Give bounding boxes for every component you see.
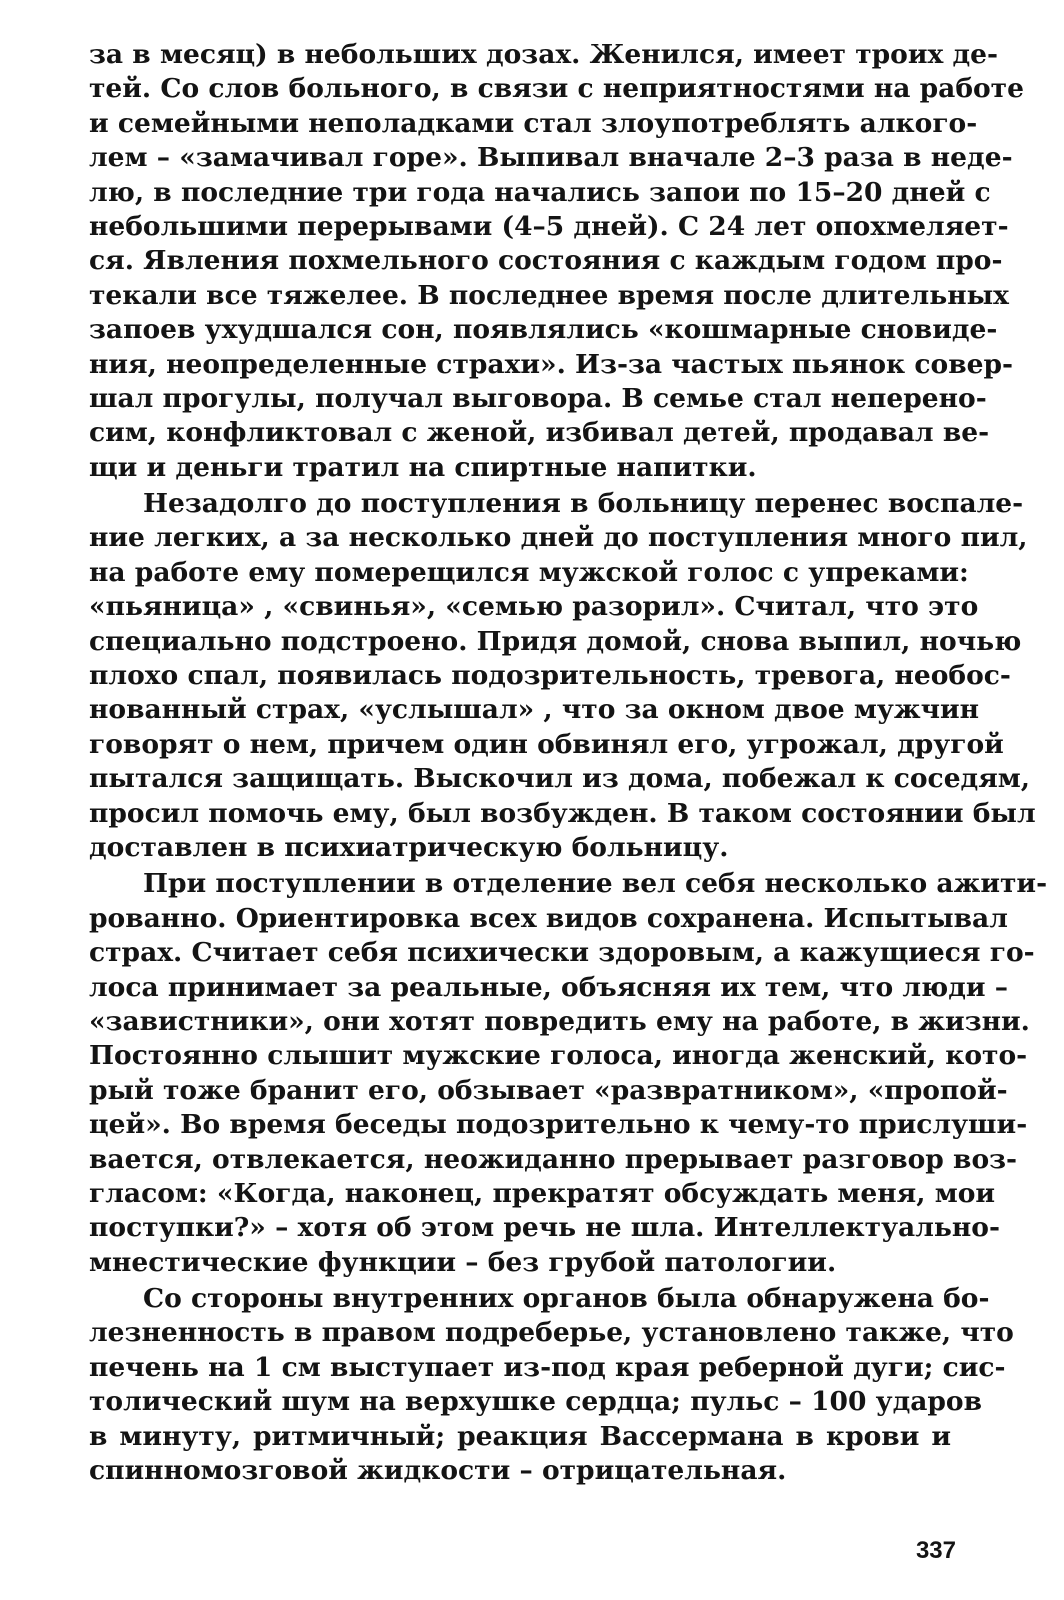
text-line: небольшими перерывами (4–5 дней). С 24 лет опохмеляет- (89, 210, 1009, 242)
text-line: При поступлении в отделение вел себя несколько ажити- (143, 868, 1048, 900)
text-line: щи и деньги тратил на спиртные напитки. (89, 451, 757, 483)
text-line: печень на 1 см выступает из-под края реберной дуги; сис- (89, 1351, 1006, 1383)
text-line: лем – «замачивал горе». Выпивал вначале 2–3 раза в неде- (89, 142, 1013, 174)
text-line: гласом: «Когда, наконец, прекратят обсуждать меня, мои (89, 1177, 996, 1209)
text-line: толический шум на верхушке сердца; пульс – 100 ударов (89, 1386, 983, 1418)
text-line: за в месяц) в небольших дозах. Женился, имеет троих де- (89, 39, 999, 70)
text-line: на работе ему померещился мужской голос с упреками: (89, 556, 969, 588)
text-line: лю, в последние три года начались запои по 15–20 дней с (89, 176, 991, 208)
text-line: просил помочь ему, был возбужден. В таком состоянии был (89, 797, 1036, 829)
text-line: «завистники», они хотят повредить ему на работе, в жизни. (89, 1005, 1030, 1037)
text-line: плохо спал, появилась подозрительность, тревога, необос- (89, 660, 1011, 692)
text-line: ния, неопределенные страхи». Из-за частых пьянок совер- (89, 348, 1014, 380)
paragraph-admission-events (89, 487, 1036, 865)
text-line: лоса принимает за реальные, объясняя их тем, что люди – (89, 971, 1008, 1003)
text-line: Со стороны внутренних органов была обнаружена бо- (143, 1283, 990, 1315)
text-line: ние легких, а за несколько дней до поступления много пил, (89, 522, 1028, 554)
text-line: специально подстроено. Придя домой, снова выпил, ночью (89, 625, 1022, 657)
text-line: ся. Явления похмельного состояния с каждым годом про- (89, 245, 1003, 277)
text-line: шал прогулы, получал выговора. В семье стал неперено- (89, 382, 987, 414)
text-line: мнестические функции – без грубой патологии. (89, 1246, 837, 1278)
text-line: сим, конфликтовал с женой, избивал детей, продавал ве- (89, 417, 990, 449)
text-line: рованно. Ориентировка всех видов сохранена. Испытывал (89, 902, 1008, 934)
text-line: лезненность в правом подреберье, установлено также, что (89, 1317, 1014, 1349)
page-text (89, 38, 1048, 1488)
text-line: Незадолго до поступления в больницу перенес воспале- (143, 488, 1024, 520)
text-line: Постоянно слышит мужские голоса, иногда женский, кото- (89, 1040, 1028, 1072)
text-line: «пьяница» , «свинья», «семью разорил». Считал, что это (89, 591, 979, 623)
text-line: тей. Со слов больного, в связи с неприятностями на работе (89, 73, 1024, 105)
paragraph-history (89, 38, 1024, 485)
text-line: говорят о нем, причем один обвинял его, угрожал, другой (89, 728, 1004, 760)
paragraph-somatic-status (89, 1282, 1014, 1488)
text-line: текали все тяжелее. В последнее время после длительных (89, 279, 1009, 311)
text-line: страх. Считает себя психически здоровым, а кажущиеся го- (89, 937, 1035, 969)
page-number: 337 (915, 1537, 956, 1564)
text-line: цей». Во время беседы подозрительно к чему-то прислуши- (89, 1109, 1028, 1141)
text-line: в минуту, ритмичный; реакция Вассермана в крови и (89, 1420, 951, 1452)
text-line: запоев ухудшался сон, появлялись «кошмарные сновиде- (89, 314, 998, 346)
paragraph-mental-status (89, 867, 1048, 1280)
text-line: пытался защищать. Выскочил из дома, побежал к соседям, (89, 763, 1031, 795)
text-line: доставлен в психиатрическую больницу. (89, 831, 729, 863)
text-line: спинномозговой жидкости – отрицательная. (89, 1455, 787, 1487)
text-line: и семейными неполадками стал злоупотреблять алкого- (89, 107, 978, 139)
text-line: вается, отвлекается, неожиданно прерывает разговор воз- (89, 1143, 1018, 1175)
text-line: поступки?» – хотя об этом речь не шла. Интеллектуально- (89, 1212, 1000, 1244)
text-line: нованный страх, «услышал» , что за окном двое мужчин (89, 694, 980, 726)
text-line: рый тоже бранит его, обзывает «развратником», «пропой- (89, 1074, 1008, 1106)
